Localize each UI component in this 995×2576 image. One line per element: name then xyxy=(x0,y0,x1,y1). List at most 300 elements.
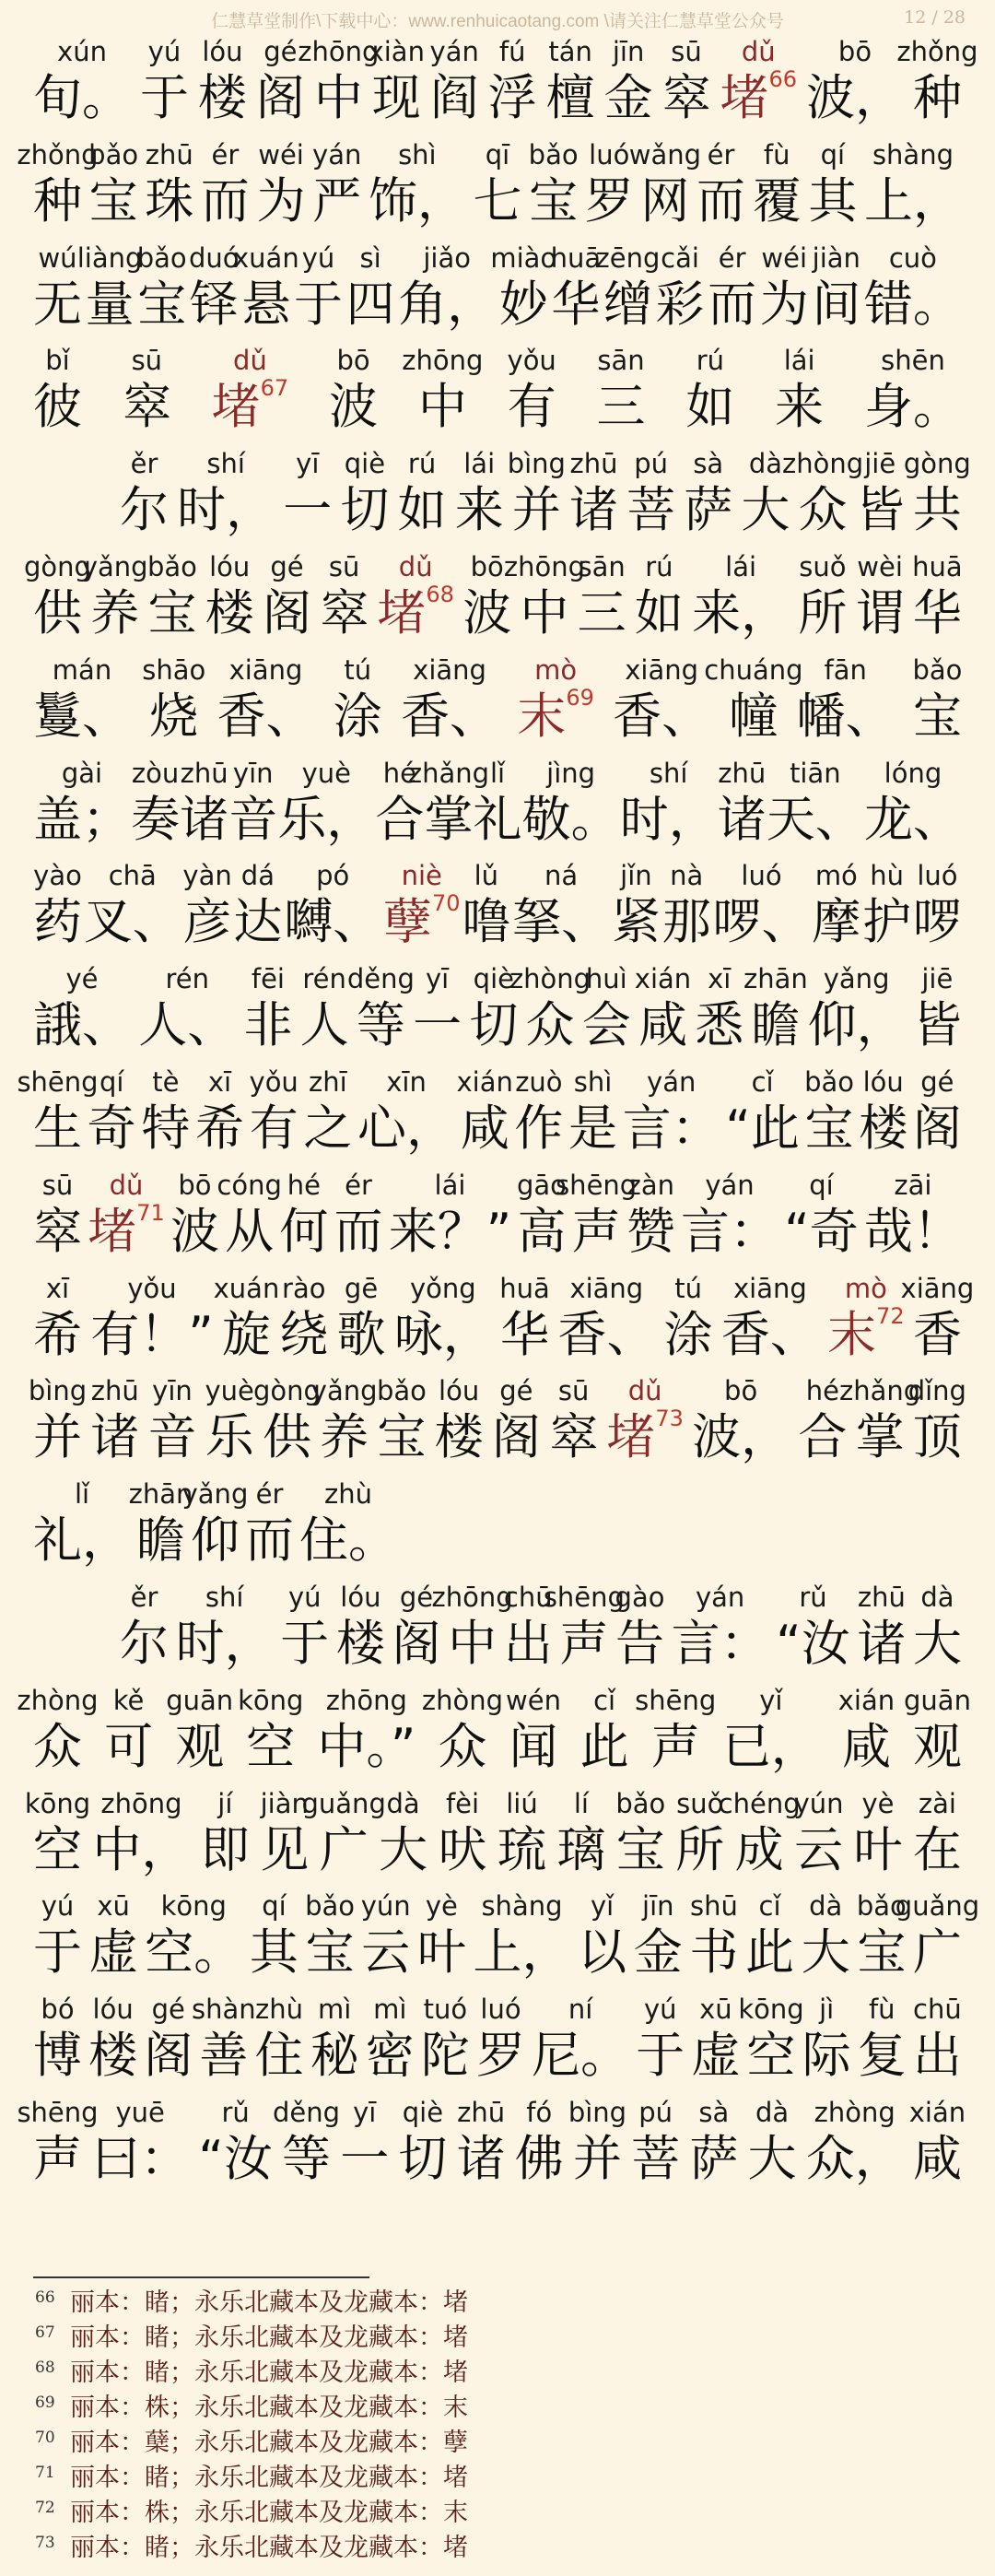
pinyin: shēng xyxy=(17,2096,99,2128)
pinyin: lóu xyxy=(340,1581,381,1613)
hanzi: 大 xyxy=(741,482,790,539)
ruby-char xyxy=(166,1684,234,1778)
hanzi: 饰， xyxy=(368,172,466,229)
hanzi: 空 xyxy=(746,2028,796,2085)
hanzi: 尼。 xyxy=(532,2028,630,2085)
pinyin: lái xyxy=(783,345,815,377)
pinyin: bō xyxy=(470,550,504,582)
ruby-char xyxy=(580,1684,629,1778)
hanzi: 众 xyxy=(525,997,575,1054)
hanzi: 波， xyxy=(692,1409,790,1466)
hanzi: 楼 xyxy=(197,70,247,126)
footnote-ref[interactable]: 69 xyxy=(566,684,594,711)
hanzi: 有！” xyxy=(90,1306,214,1363)
footnote-item xyxy=(35,2321,956,2356)
pinyin: zhòng xyxy=(509,963,591,995)
hanzi: 咸 xyxy=(912,2130,962,2187)
pinyin: yǒu xyxy=(127,1272,177,1304)
pinyin: rào xyxy=(282,1272,326,1304)
pinyin: hé xyxy=(382,757,416,789)
hanzi: 音 xyxy=(228,791,278,848)
hanzi: 噜 xyxy=(462,894,511,951)
hanzi: 特 xyxy=(141,1100,191,1157)
pinyin: gé xyxy=(499,1375,533,1407)
ruby-char xyxy=(913,550,962,644)
pinyin: zāi xyxy=(894,1169,932,1201)
pinyin: zàn xyxy=(626,1169,675,1201)
hanzi: 诸 xyxy=(568,482,618,539)
hanzi: 角， xyxy=(398,276,497,333)
pinyin: sì xyxy=(359,241,381,274)
hanzi: 而 xyxy=(696,172,746,229)
hanzi: 菩 xyxy=(631,2130,681,2187)
pinyin: dǔ xyxy=(398,550,433,582)
hanzi: 覆 xyxy=(752,172,802,229)
hanzi: 养 xyxy=(320,1409,369,1466)
ruby-char xyxy=(913,1993,962,2087)
pinyin: gé xyxy=(151,1994,185,2026)
text-line xyxy=(120,1581,995,1684)
hanzi: 三 xyxy=(596,379,646,436)
ruby-char xyxy=(33,344,82,438)
pinyin: bǎo xyxy=(147,550,197,582)
hanzi: 其 xyxy=(249,1924,298,1982)
pinyin: bǎo xyxy=(804,1065,854,1098)
hanzi: 波 xyxy=(462,584,512,641)
hanzi: 宝 xyxy=(804,1100,854,1157)
hanzi: 声 xyxy=(650,1718,700,1775)
pinyin: lóu xyxy=(439,1375,480,1407)
hanzi: 缯 xyxy=(603,276,652,333)
ruby-char xyxy=(913,962,962,1056)
hanzi: 皆 xyxy=(912,997,962,1054)
hanzi: 宝 xyxy=(147,584,197,641)
pinyin: rǔ xyxy=(221,2096,250,2128)
ruby-char xyxy=(896,35,978,129)
footnote-item xyxy=(35,2531,956,2566)
text-line xyxy=(33,241,995,345)
pinyin: zhān xyxy=(743,963,808,995)
hanzi: 窣 xyxy=(33,1203,82,1260)
pinyin: chū xyxy=(503,1581,553,1613)
hanzi: 所 xyxy=(675,1821,725,1878)
pinyin: kōng xyxy=(160,1890,227,1923)
hanzi: 言： xyxy=(622,1100,720,1157)
pinyin: duó xyxy=(189,241,240,274)
hanzi: 何 xyxy=(279,1203,329,1260)
pinyin: lóu xyxy=(862,1065,904,1098)
pinyin: yǒng xyxy=(409,1272,476,1304)
hanzi: 上， xyxy=(473,1924,571,1982)
pinyin: jí xyxy=(217,1787,233,1819)
pinyin: zhǎng xyxy=(839,1375,921,1407)
footnote-number: 69 xyxy=(35,2394,55,2412)
pinyin: rú xyxy=(407,448,437,480)
text-line xyxy=(33,1477,995,1581)
hanzi: 希 xyxy=(195,1100,245,1157)
pinyin: shì xyxy=(573,1065,613,1098)
pinyin: jì xyxy=(819,1994,835,2026)
hanzi: 涂 xyxy=(663,1306,713,1363)
pinyin: yún xyxy=(360,1890,411,1923)
pinyin: bìng xyxy=(507,448,566,480)
hanzi: 达 xyxy=(233,894,283,951)
hanzi: 诸 xyxy=(456,2130,506,2187)
hanzi: 宝 xyxy=(88,172,138,229)
pinyin: zhū xyxy=(569,448,618,480)
hanzi: 珠 xyxy=(145,172,194,229)
hanzi: 宝 xyxy=(615,1821,665,1878)
hanzi: 诸 xyxy=(717,791,767,848)
pinyin: bǎo xyxy=(615,1787,666,1819)
pinyin: zhōng xyxy=(298,36,380,67)
hanzi: 切 xyxy=(469,997,519,1054)
pinyin: chā xyxy=(108,860,157,892)
pinyin: qī xyxy=(485,138,510,171)
pinyin: ěr xyxy=(130,448,158,480)
pinyin: chuáng xyxy=(704,653,803,686)
pinyin: jǐn xyxy=(620,860,652,892)
hanzi: 鬘、 xyxy=(33,688,131,745)
footnote-ref[interactable]: 72 xyxy=(876,1302,905,1329)
pinyin: wú xyxy=(38,241,77,274)
pinyin: zhōng xyxy=(503,550,585,582)
text-line xyxy=(17,2096,995,2199)
hanzi: 告 xyxy=(615,1615,664,1672)
hanzi: 言： xyxy=(681,1203,779,1260)
text-line xyxy=(33,1272,995,1375)
hanzi: 末 xyxy=(827,1306,877,1363)
footnote-number: 67 xyxy=(35,2323,55,2342)
hanzi: 旋 xyxy=(222,1306,271,1363)
hanzi: 誐、 xyxy=(33,997,131,1054)
hanzi: 而 xyxy=(334,1203,383,1260)
footnote-number: 68 xyxy=(35,2358,55,2377)
pinyin: ér xyxy=(255,1478,284,1511)
pinyin: shēn xyxy=(881,345,945,377)
pinyin: sān xyxy=(597,345,645,377)
hanzi: 等 xyxy=(356,997,405,1054)
hanzi: 陀 xyxy=(420,2028,470,2085)
ruby-char xyxy=(506,1684,561,1778)
hanzi: 奇 xyxy=(87,1100,136,1157)
hanzi: 乐 xyxy=(205,1409,254,1466)
hanzi: 而 xyxy=(708,276,757,333)
pinyin: bìng xyxy=(568,2096,627,2128)
hanzi: 养 xyxy=(90,584,140,641)
pinyin: bǎo xyxy=(305,1890,356,1923)
pinyin: zhòng xyxy=(421,1684,503,1716)
pinyin: zhǎng xyxy=(407,757,490,789)
hanzi: 言： xyxy=(671,1615,769,1672)
footnote-item xyxy=(35,2391,956,2426)
pinyin: cuò xyxy=(888,241,937,274)
hanzi: 合 xyxy=(798,1409,848,1466)
hanzi: 并 xyxy=(511,482,561,539)
pinyin: qí xyxy=(820,138,846,171)
ruby-char xyxy=(913,859,962,953)
hanzi: 咏， xyxy=(393,1306,492,1363)
pinyin: chéng xyxy=(718,1787,801,1819)
pinyin: zhōng xyxy=(325,1684,407,1716)
pinyin: dǔ xyxy=(233,345,267,377)
pinyin: zhōng xyxy=(100,1787,182,1819)
ruby-char xyxy=(33,653,131,747)
footnote-ref[interactable]: 70 xyxy=(431,890,461,917)
text-line xyxy=(17,1065,995,1169)
hanzi: 波， xyxy=(805,70,904,126)
pinyin: huā xyxy=(499,1272,550,1304)
pinyin: xiāng xyxy=(413,653,486,686)
footnote-ref[interactable]: 67 xyxy=(260,375,289,402)
footnote-ref[interactable]: 66 xyxy=(768,66,798,92)
pinyin: ér xyxy=(718,241,746,274)
hanzi: 间 xyxy=(812,276,861,333)
pinyin: huì xyxy=(585,963,627,995)
footnote-text: 丽本：睹；永乐北藏本及龙藏本：堵 xyxy=(70,2534,468,2562)
hanzi: 咸 xyxy=(638,997,687,1054)
ruby-char xyxy=(613,653,710,747)
pinyin: lái xyxy=(725,550,757,582)
pinyin: bǐ xyxy=(45,345,70,377)
hanzi: 即 xyxy=(200,1821,250,1878)
pinyin: děng xyxy=(346,963,415,995)
pinyin: lóu xyxy=(92,1994,134,2026)
hanzi: 楼 xyxy=(335,1615,385,1672)
pinyin: shí xyxy=(205,1581,244,1613)
pinyin: yào xyxy=(33,860,82,892)
pinyin: luó xyxy=(589,138,630,171)
hanzi: 可 xyxy=(104,1718,154,1775)
pinyin: ní xyxy=(568,1994,593,2026)
pinyin: hé xyxy=(287,1169,321,1201)
text-line xyxy=(33,757,995,860)
pinyin: bǎo xyxy=(912,653,963,686)
hanzi: 心， xyxy=(357,1100,456,1157)
hanzi: 谓 xyxy=(855,584,905,641)
pinyin: yǎng xyxy=(81,550,148,582)
pinyin: chū xyxy=(913,1994,962,2026)
pinyin: qí xyxy=(809,1169,834,1201)
hanzi: 宝 xyxy=(305,1924,355,1982)
hanzi: 有 xyxy=(507,379,556,436)
hanzi: 声 xyxy=(571,1203,621,1260)
footnote-ref[interactable]: 71 xyxy=(136,1199,165,1226)
hanzi: 萨 xyxy=(684,482,733,539)
ruby-char xyxy=(317,1684,416,1778)
pinyin: hù xyxy=(870,860,904,892)
hanzi: 见 xyxy=(260,1821,310,1878)
ruby-char xyxy=(329,344,378,438)
hanzi: 如 xyxy=(685,379,735,436)
pinyin: sū xyxy=(41,1169,74,1201)
text-line xyxy=(17,138,995,241)
text-line xyxy=(28,1374,995,1477)
hanzi: 叶 xyxy=(853,1821,903,1878)
hanzi: 三 xyxy=(577,584,626,641)
hanzi: 华 xyxy=(912,584,962,641)
hanzi: 咸 xyxy=(460,1100,509,1157)
hanzi: 声 xyxy=(559,1615,609,1672)
pinyin: dǐng xyxy=(907,1375,966,1407)
pinyin: pó xyxy=(316,860,350,892)
hanzi: 为 xyxy=(759,276,809,333)
hanzi: 身。 xyxy=(864,379,962,436)
pinyin: yǐ xyxy=(759,1684,783,1716)
hanzi: 一 xyxy=(413,997,462,1054)
footnote-ref[interactable]: 73 xyxy=(655,1406,684,1432)
pinyin: fèi xyxy=(445,1787,480,1819)
hanzi: 而 xyxy=(200,172,250,229)
hanzi: 楼 xyxy=(205,584,254,641)
hanzi: 众 xyxy=(33,1718,82,1775)
hanzi: 檀 xyxy=(545,70,595,126)
pinyin: zhù xyxy=(255,1994,303,2026)
hanzi: 网 xyxy=(640,172,690,229)
pinyin: mì xyxy=(317,1994,352,2026)
hanzi: “汝 xyxy=(776,1615,850,1672)
ruby-char xyxy=(913,653,962,747)
footnote-text: 丽本：株；永乐北藏本及龙藏本：末 xyxy=(70,2394,468,2422)
footnote-item xyxy=(35,2286,956,2321)
pinyin: shàn xyxy=(192,1994,256,2026)
pinyin: ér xyxy=(707,138,735,171)
pinyin: dá xyxy=(240,860,275,892)
pinyin: yǎng xyxy=(181,1478,249,1511)
pinyin: rǔ xyxy=(799,1581,827,1613)
pinyin: zhū xyxy=(457,2096,506,2128)
pinyin: zhòng xyxy=(814,2096,896,2128)
pinyin: yè xyxy=(861,1787,895,1819)
ruby-char xyxy=(907,1374,966,1468)
pinyin: jìng xyxy=(546,757,596,789)
pinyin: xū xyxy=(699,1994,732,2026)
footnote-ref[interactable]: 68 xyxy=(426,581,454,607)
pinyin: yé xyxy=(65,963,99,995)
hanzi: 声 xyxy=(33,2130,82,2187)
hanzi: 掌 xyxy=(855,1409,905,1466)
pinyin: fān xyxy=(824,653,867,686)
pinyin: shēng xyxy=(635,1684,717,1716)
hanzi: 那 xyxy=(661,894,711,951)
hanzi: 出 xyxy=(912,2028,962,2085)
hanzi: 此 xyxy=(745,1924,795,1982)
ruby-char xyxy=(908,2096,966,2190)
pinyin: shēng xyxy=(556,1169,638,1201)
hanzi: 绕 xyxy=(279,1306,329,1363)
hanzi: 并 xyxy=(33,1409,82,1466)
pinyin: huā xyxy=(550,241,602,274)
pinyin: yī xyxy=(353,2096,377,2128)
hanzi: 宝 xyxy=(529,172,579,229)
pinyin: sū xyxy=(671,36,702,67)
hanzi: 中， xyxy=(92,1821,191,1878)
pinyin: xiàn xyxy=(368,36,425,67)
pinyin: qí xyxy=(262,1890,287,1923)
pinyin: xuán xyxy=(233,241,299,274)
hanzi: 幢 xyxy=(729,688,778,745)
pinyin: huā xyxy=(912,550,963,582)
hanzi: 高 xyxy=(517,1203,567,1260)
ruby-char xyxy=(913,1065,962,1159)
hanzi: 阁 xyxy=(255,70,305,126)
pinyin: lái xyxy=(434,1169,466,1201)
pinyin: ér xyxy=(345,1169,372,1201)
hanzi: 一 xyxy=(340,2130,390,2187)
pinyin: gòng xyxy=(903,448,971,480)
ruby-char xyxy=(17,1684,99,1778)
pinyin: gé xyxy=(399,1581,434,1613)
pinyin: sū xyxy=(557,1375,590,1407)
hanzi: 住 xyxy=(254,2028,304,2085)
pinyin: yuē xyxy=(115,2096,165,2128)
hanzi: 华 xyxy=(551,276,601,333)
hanzi: 云 xyxy=(794,1821,844,1878)
pinyin: wèi xyxy=(857,550,903,582)
pinyin: cǐ xyxy=(751,1065,774,1098)
hanzi: 瞻 xyxy=(751,997,801,1054)
pinyin: yú xyxy=(643,1994,677,2026)
hanzi: 来 xyxy=(454,482,504,539)
hanzi: 啰、 xyxy=(712,894,811,951)
pinyin: gé xyxy=(263,36,298,67)
hanzi: 浮 xyxy=(487,70,537,126)
pinyin: sà xyxy=(693,448,724,480)
pinyin: dǔ xyxy=(627,1375,662,1407)
hanzi: 龙、 xyxy=(863,791,962,848)
hanzi: 七 xyxy=(473,172,522,229)
pinyin: yú xyxy=(41,1890,75,1923)
pinyin: shí xyxy=(206,448,245,480)
pinyin: miào xyxy=(490,241,557,274)
ruby-char xyxy=(402,344,484,438)
pinyin: qiè xyxy=(402,2096,444,2128)
hanzi: 阁 xyxy=(912,1100,962,1157)
hanzi: 已， xyxy=(721,1718,820,1775)
pinyin: fó xyxy=(526,2096,553,2128)
hanzi: 楼 xyxy=(434,1409,484,1466)
pinyin: xiāng xyxy=(625,653,699,686)
pinyin: lǔ xyxy=(474,860,499,892)
pinyin: lóu xyxy=(202,36,243,67)
pinyin: zhū xyxy=(857,1581,906,1613)
hanzi: 所 xyxy=(798,584,848,641)
pinyin: yè xyxy=(425,1890,458,1923)
pinyin: dà xyxy=(920,1581,954,1613)
pinyin: tuó xyxy=(423,1994,468,2026)
hanzi: 紧 xyxy=(611,894,661,951)
hanzi: 是 xyxy=(568,1100,618,1157)
hanzi: “奇 xyxy=(784,1203,859,1260)
pinyin: zhù xyxy=(324,1478,372,1511)
pinyin: yīn xyxy=(152,1375,193,1407)
hanzi: 观 xyxy=(175,1718,225,1775)
hanzi: 会 xyxy=(581,997,631,1054)
pinyin: shàng xyxy=(872,138,954,171)
ruby-char xyxy=(517,653,594,747)
pinyin: suǒ xyxy=(676,1787,724,1819)
hanzi: 宝 xyxy=(912,688,962,745)
pinyin: jiē xyxy=(864,448,896,480)
hanzi: 无 xyxy=(33,276,82,333)
hanzi: 际 xyxy=(802,2028,851,2085)
hanzi: 人、 xyxy=(138,997,237,1054)
text-line xyxy=(33,35,995,138)
hanzi: 窣 xyxy=(320,584,369,641)
pinyin: lái xyxy=(463,448,496,480)
pinyin: wéi xyxy=(258,138,304,171)
pinyin: shēng xyxy=(17,1065,99,1098)
